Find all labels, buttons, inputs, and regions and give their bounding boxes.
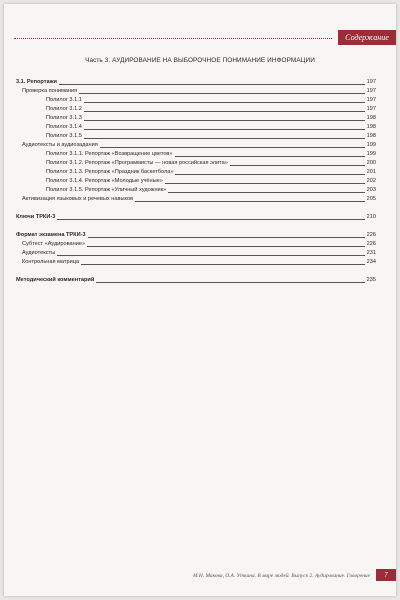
toc-entry-title: Полилог 3.1.2. Репортаж «Программисты — новая российская элита» — [46, 160, 228, 166]
toc-entry-title: Полилог 3.1.1 — [46, 97, 82, 103]
table-of-contents — [16, 78, 376, 285]
toc-entry — [16, 258, 376, 267]
toc-page-number: 235 — [366, 277, 376, 283]
document-page — [4, 4, 396, 596]
toc-gap — [16, 222, 376, 231]
toc-leader-line — [57, 219, 364, 220]
toc-page-number: 198 — [366, 124, 376, 130]
toc-entry — [16, 114, 376, 123]
toc-leader-line — [168, 192, 364, 193]
toc-entry — [16, 96, 376, 105]
toc-page-number: 203 — [366, 187, 376, 193]
toc-entry-title: Полилог 3.1.3. Репортаж «Праздник баскетбола» — [46, 169, 174, 175]
toc-leader-line — [81, 264, 365, 265]
toc-entry-title: Полилог 3.1.5. Репортаж «Уличный художник» — [46, 187, 167, 193]
toc-entry — [16, 87, 376, 96]
toc-page-number: 234 — [366, 259, 376, 265]
toc-leader-line — [88, 237, 365, 238]
toc-page-number: 205 — [366, 196, 376, 202]
toc-leader-line — [165, 183, 365, 184]
toc-page-number: 210 — [366, 214, 376, 220]
toc-entry-title: Контрольная матрица — [22, 259, 80, 265]
toc-leader-line — [175, 156, 365, 157]
part-title: Часть 3. АУДИРОВАНИЕ НА ВЫБОРОЧНОЕ ПОНИМАНИЕ ИНФОРМАЦИИ — [85, 57, 315, 64]
toc-entry-title: Методический комментарий — [16, 277, 95, 283]
toc-entry-title: Аудиотексты и аудиозадания — [22, 142, 98, 148]
toc-leader-line — [230, 165, 365, 166]
toc-page-number: 199 — [366, 151, 376, 157]
toc-entry — [16, 240, 376, 249]
toc-entry-title: Полилог 3.1.3 — [46, 115, 82, 121]
toc-entry — [16, 150, 376, 159]
toc-leader-line — [59, 84, 365, 85]
toc-entry — [16, 177, 376, 186]
toc-entry-title: Полилог 3.1.4 — [46, 124, 82, 130]
toc-section — [16, 231, 376, 240]
toc-page-number: 197 — [366, 79, 376, 85]
toc-leader-line — [84, 129, 365, 130]
toc-page-number: 197 — [366, 88, 376, 94]
toc-leader-line — [87, 246, 365, 247]
toc-page-number: 198 — [366, 115, 376, 121]
toc-leader-line — [100, 147, 365, 148]
toc-section — [16, 78, 376, 87]
toc-leader-line — [96, 282, 364, 283]
toc-leader-line — [79, 93, 364, 94]
toc-gap — [16, 204, 376, 213]
header-dotted-rule — [14, 38, 332, 39]
toc-entry-title: 3.1. Репортажи — [16, 79, 57, 85]
toc-entry-title: Полилог 3.1.5 — [46, 133, 82, 139]
page-number: 7 — [376, 569, 396, 581]
toc-entry — [16, 195, 376, 204]
toc-gap — [16, 267, 376, 276]
toc-section — [16, 213, 376, 222]
toc-entry — [16, 249, 376, 258]
footer-citation: М.Н. Макова, О.А. Уткина. В мире людей. Выпуск 2. Аудирование. Говорение — [193, 573, 370, 579]
toc-entry-title: Аудиотексты — [22, 250, 56, 256]
toc-entry — [16, 132, 376, 141]
toc-leader-line — [175, 174, 364, 175]
toc-entry — [16, 168, 376, 177]
toc-leader-line — [84, 111, 365, 112]
toc-page-number: 201 — [366, 169, 376, 175]
toc-entry-title: Полилог 3.1.1. Репортаж «Возвращение цветов» — [46, 151, 173, 157]
toc-entry — [16, 186, 376, 195]
toc-entry — [16, 159, 376, 168]
toc-entry — [16, 123, 376, 132]
toc-section — [16, 276, 376, 285]
toc-leader-line — [84, 120, 365, 121]
toc-page-number: 226 — [366, 232, 376, 238]
toc-entry-title: Активизация языковых и речевых навыков — [22, 196, 134, 202]
toc-entry-title: Проверка понимания — [22, 88, 78, 94]
toc-page-number: 199 — [366, 142, 376, 148]
toc-entry — [16, 141, 376, 150]
toc-entry-title: Полилог 3.1.4. Репортаж «Молодые учёные» — [46, 178, 163, 184]
toc-page-number: 231 — [366, 250, 376, 256]
toc-entry-title: Ключи ТРКИ-3 — [16, 214, 56, 220]
toc-entry-title: Формат экзамена ТРКИ-3 — [16, 232, 86, 238]
toc-leader-line — [84, 102, 365, 103]
toc-page-number: 200 — [366, 160, 376, 166]
toc-entry-title: Субтест «Аудирование» — [22, 241, 86, 247]
toc-leader-line — [84, 138, 365, 139]
toc-entry-title: Полилог 3.1.2 — [46, 106, 82, 112]
section-tag: Содержание — [338, 30, 396, 45]
toc-page-number: 202 — [366, 178, 376, 184]
toc-page-number: 197 — [366, 106, 376, 112]
toc-entry — [16, 105, 376, 114]
toc-leader-line — [135, 201, 365, 202]
toc-leader-line — [57, 255, 365, 256]
toc-page-number: 226 — [366, 241, 376, 247]
toc-page-number: 197 — [366, 97, 376, 103]
toc-page-number: 198 — [366, 133, 376, 139]
